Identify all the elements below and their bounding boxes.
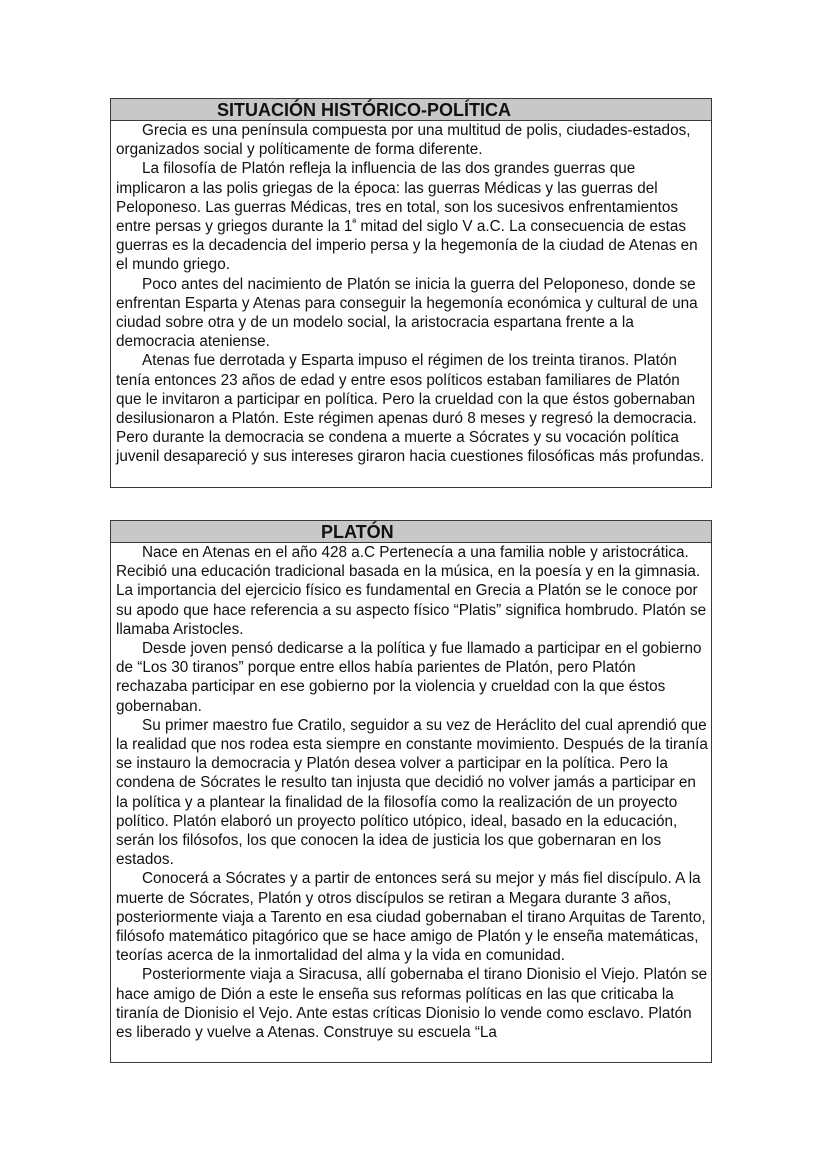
paragraph-text: La filosofía de Platón refleja la influencia de las dos grandes guerras que implicaron a las polis griegas de la época: las guerras Médicas y las guerras del Peloponeso. Las guerras Médicas, tres en total, son los sucesivos enfrentamientos entre persas y griegos durante la 1 [116,160,679,236]
paragraph: Poco antes del nacimiento de Platón se inicia la guerra del Peloponeso, donde se enfrentan Esparta y Atenas para conseguir la hegemonía económica y cultural de una ciudad sobre otra y de un modelo social, la aristocracia espartana frente a la democracia ateniense. [116,275,698,351]
section-situacion-historico-politica [110,98,712,488]
paragraph: Atenas fue derrotada y Esparta impuso el régimen de los treinta tiranos. Platón tenía entonces 23 años de edad y entre esos políticos estaban familiares de Platón que le invitaron a participar en política. Pero la crueldad con la que éstos gobernaban desilusionaron a Platón. Este régimen apenas duró 8 meses y regresó la democracia. Pero durante la democracia se condena a muerte a Sócrates y su vocación política juvenil desapareció y sus intereses giraron hacia cuestiones filosóficas más profundas. [116,352,705,466]
section-title: SITUACIÓN HISTÓRICO-POLÍTICA [111,99,711,121]
paragraph: Posteriormente viaja a Siracusa, allí gobernaba el tirano Dionisio el Viejo. Platón se hace amigo de Dión a este le enseña sus reformas políticas en las que criticaba la tiranía de Dionisio el Vejo. Ante estas críticas Dionisio lo vende como esclavo. Platón es liberado y vuelve a Atenas. Construye su escuela “La [116,966,708,1042]
paragraph: Desde joven pensó dedicarse a la política y fue llamado a participar en el gobierno de “Los 30 tiranos” porque entre ellos había parientes de Platón, pero Platón rechazaba participar en ese gobierno por la violencia y crueldad con la que éstos gobernaban. [116,640,702,715]
section-title: PLATÓN [111,521,711,543]
ordinal-superscript: ª [352,218,357,230]
paragraph: Grecia es una península compuesta por una multitud de polis, ciudades-estados, organizados social y políticamente de forma diferente. [116,122,691,159]
paragraph: Su primer maestro fue Cratilo, seguidor a su vez de Heráclito del cual aprendió que la realidad que nos rodea esta siempre en constante movimiento. Después de la tiranía se instauro la democracia y Platón desea volver a participar en la política. Pero la condena de Sócrates le resulto tan injusta que decidió no volver jamás a participar en la política y a plantear la finalidad de la filosofía como la realización de un proyecto político. Platón elaboró un proyecto político utópico, ideal, basado en la educación, serán los filósofos, los que conocen la idea de justicia los que gobernaran en los estados. [116,716,708,869]
paragraph: Conocerá a Sócrates y a partir de entonces será su mejor y más fiel discípulo. A la muerte de Sócrates, Platón y otros discípulos se retiran a Megara durante 3 años, posteriormente viaja a Tarento en esa ciudad gobernaban el tirano Arquitas de Tarento, filósofo matemático pitagórico que se hace amigo de Platón y le enseña matemáticas, teorías acerca de la inmortalidad del alma y la vida en comunidad. [116,870,706,965]
section-platon [110,520,712,1063]
section-body [111,121,711,467]
paragraph [116,159,709,274]
paragraph: Nace en Atenas en el año 428 a.C Pertenecía a una familia noble y aristocrática. Recibió una educación tradicional basada en la música, en la poesía y en la gimnasia. La importancia del ejercicio físico es fundamental en Grecia a Platón se le conoce por su apodo que hace referencia a su aspecto físico “Platis” significa hombrudo. Platón se llamaba Aristocles. [116,544,707,638]
section-body [111,543,711,1042]
paragraph-text: mitad del siglo V a.C. La consecuencia de estas guerras es la decadencia del imperio persa y la hegemonía de la ciudad de Atenas en el mundo griego. [116,218,698,274]
